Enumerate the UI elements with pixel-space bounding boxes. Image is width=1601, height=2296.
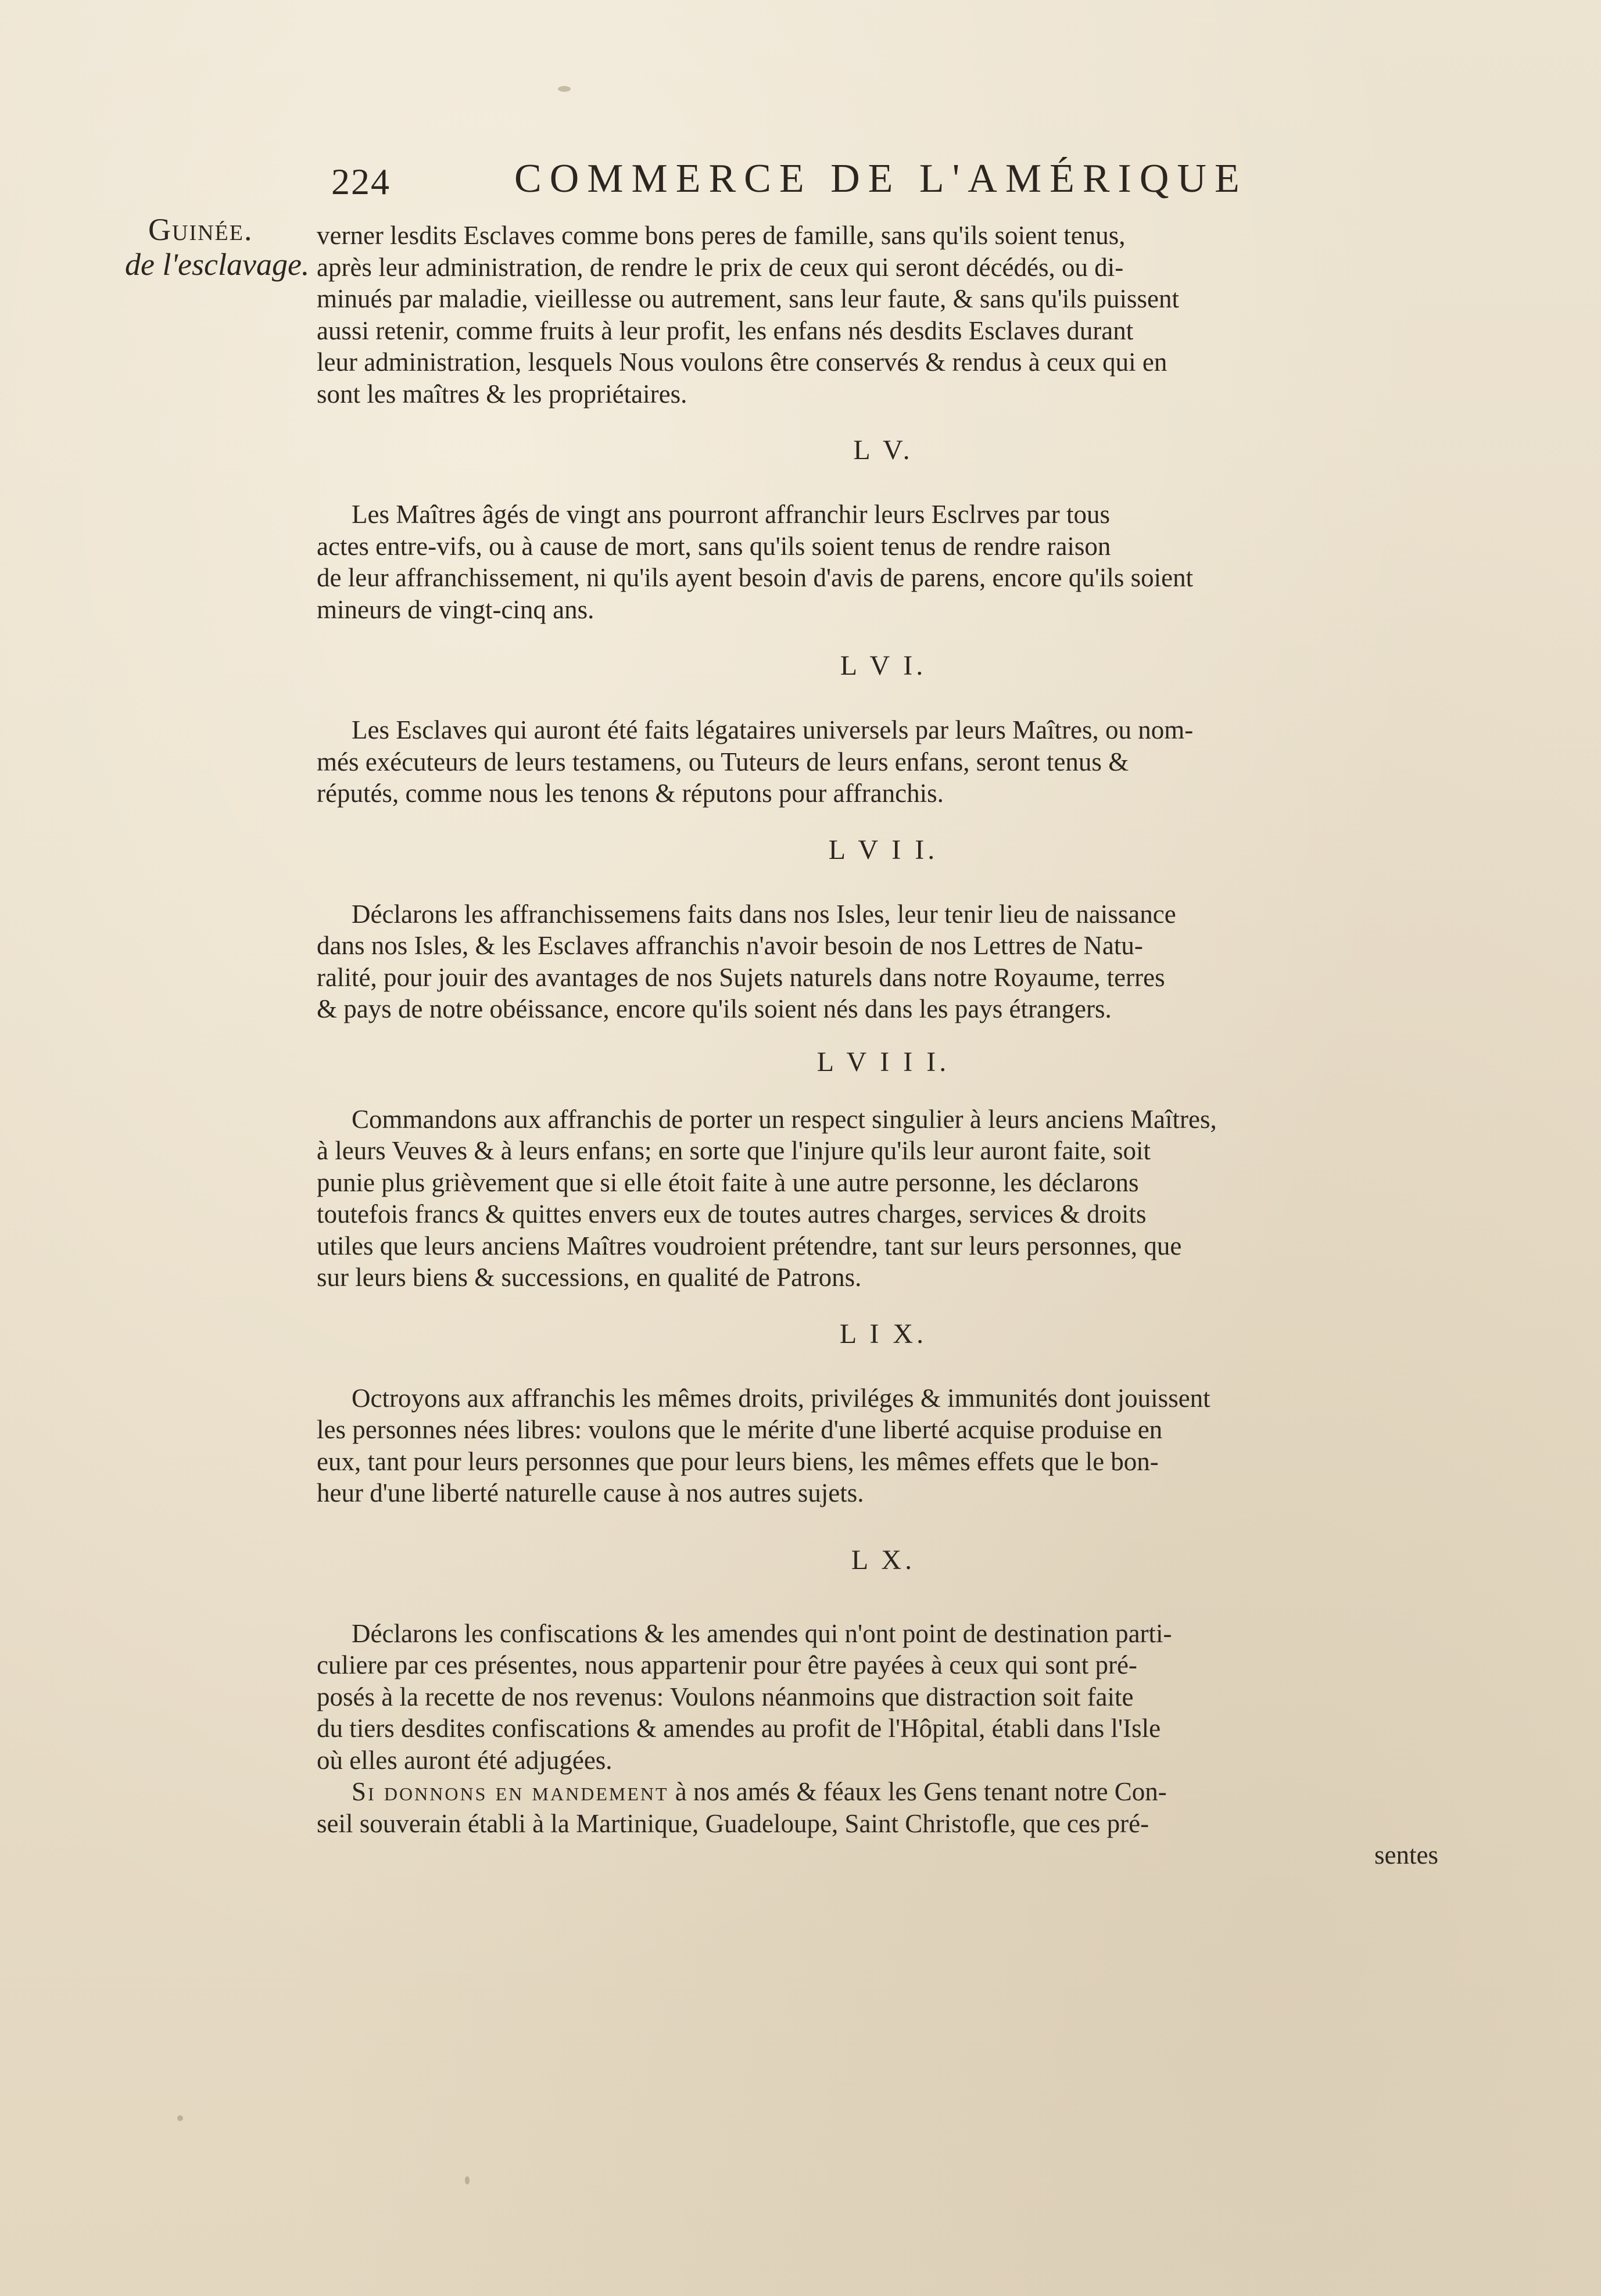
foxing-spot — [465, 2176, 470, 2184]
article-text-lviii: Commandons aux affranchis de porter un respect singulier à leurs anciens Maîtres, à leurs Veuves & à leurs enfans; en sorte que l'injure qu'ils leur auront faite, soit punie plus grièvement que si elle étoit faite à une autre personne, les déclarons toutefois francs & quittes envers eux de toutes autres charges, services & droits utiles que leurs anciens Maîtres voudroient prétendre, tant sur leurs personnes, que sur leurs biens & successions, en qualité de Patrons. — [317, 1104, 1217, 1292]
article-heading-lvii: L V I I. — [828, 834, 939, 865]
closing-text: à nos amés & féaux les Gens tenant notre Con- seil souverain établi à la Martinique, Guadeloupe, Saint Christofle, que ces pré- — [317, 1777, 1167, 1838]
paragraph-continued: verner lesdits Esclaves comme bons peres de famille, sans qu'ils soient tenus, après leur administration, de rendre le prix de ceux qui seront décédés, ou di- minués par maladie, vieillesse ou autrement, sans leur faute, & sans qu'ils puissent aussi retenir, comme fruits à leur profit, les enfans nés desdits Esclaves durant leur administration, lesquels Nous voulons être conservés & rendus à ceux qui en sont les maîtres & les propriétaires. — [317, 221, 1180, 409]
article-heading-lx: L X. — [851, 1544, 916, 1575]
article-text-lv: Les Maîtres âgés de vingt ans pourront affranchir leurs Esclrves par tous actes entre-vifs, ou à cause de mort, sans qu'ils soient tenus de rendre raison de leur affranchissement, ni qu'ils ayent besoin d'avis de parens, encore qu'ils soient mineurs de vingt-cinq ans. — [317, 500, 1194, 624]
closing-paragraph — [317, 1776, 1450, 1839]
running-title: COMMERCE DE L'AMÉRIQUE — [514, 156, 1248, 201]
body-text — [317, 220, 1450, 1871]
margin-note — [125, 212, 323, 282]
article-text-lix: Octroyons aux affranchis les mêmes droits, priviléges & immunités dont jouissent les personnes nées libres: voulons que le mérite d'une liberté acquise produise en eux, tant pour leurs personnes que pour leurs biens, les mêmes effets que le bon- heur d'une liberté naturelle cause à nos autres sujets. — [317, 1383, 1210, 1507]
article-text-lvi: Les Esclaves qui auront été faits légataires universels par leurs Maîtres, ou nom- més exécuteurs de leurs testamens, ou Tuteurs de leurs enfans, seront tenus & réputés, comme nous les tenons & réputons pour affranchis. — [317, 715, 1194, 808]
margin-note-line-guinee: Guinée. — [148, 212, 253, 247]
catchword: sentes — [1374, 1840, 1438, 1869]
foxing-spot — [177, 2115, 183, 2121]
article-heading-lvi: L V I. — [840, 650, 927, 681]
article-heading-lix: L I X. — [839, 1318, 927, 1349]
article-text-lvii: Déclarons les affranchissemens faits dans nos Isles, leur tenir lieu de naissance dans nos Isles, & les Esclaves affranchis n'avoir besoin de nos Lettres de Natu- ralité, pour jouir des avantages de nos Sujets naturels dans notre Royaume, terres & pays de notre obéissance, encore qu'ils soient nés dans les pays étrangers. — [317, 899, 1176, 1023]
page-number: 224 — [331, 161, 391, 202]
article-text-lx: Déclarons les confiscations & les amendes qui n'ont point de destination parti- culiere par ces présentes, nous appartenir pour être payées à ceux qui sont pré- posés à la recette de nos revenus: Voulons néanmoins que distraction soit faite du tiers desdites confiscations & amendes au profit de l'Hôpital, établi dans l'Isle où elles auront été adjugées. — [317, 1618, 1172, 1775]
article-heading-lv: L V. — [853, 435, 914, 465]
closing-small-caps: Si donnons en mandement — [352, 1777, 669, 1806]
running-header — [331, 156, 1308, 208]
foxing-spot — [558, 86, 571, 92]
article-heading-lviii: L V I I I. — [816, 1046, 950, 1077]
margin-note-line-esclavage: de l'esclavage. — [125, 247, 310, 282]
